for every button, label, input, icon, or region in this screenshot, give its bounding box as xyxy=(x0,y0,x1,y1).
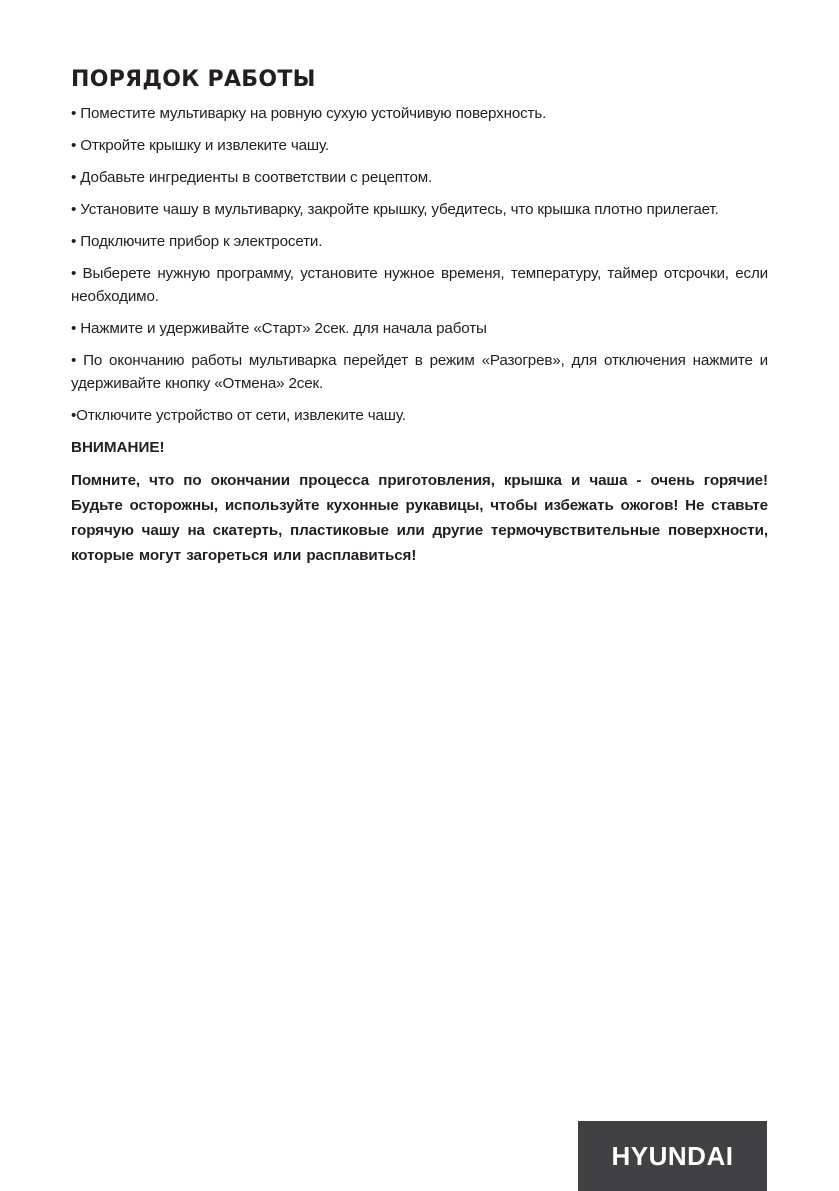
step-item: • Подключите прибор к электросети. xyxy=(71,233,323,250)
step-item: • Откройте крышку и извлеките чашу. xyxy=(71,137,329,154)
document-page xyxy=(71,66,768,568)
step-item: • Установите чашу в мультиварку, закройте крышку, убедитесь, что крышка плотно прилегает. xyxy=(71,201,719,218)
section-heading: ПОРЯДОК РАБОТЫ xyxy=(71,67,316,92)
warning-title: ВНИМАНИЕ! xyxy=(71,439,165,456)
operation-steps-list xyxy=(71,102,768,427)
step-item: • Поместите мультиварку на ровную сухую устойчивую поверхность. xyxy=(71,105,547,122)
brand-logo-text: HYUNDAI xyxy=(611,1140,734,1171)
step-item: • Добавьте ингредиенты в соответствии с рецептом. xyxy=(71,169,433,186)
step-item: • Выберете нужную программу, установите нужное временя, температуру, таймер отсрочки, если необходимо. xyxy=(71,265,768,305)
step-item: • По окончанию работы мультиварка перейдет в режим «Разогрев», для отключения нажмите и удерживайте кнопку «Отмена» 2сек. xyxy=(71,352,768,392)
step-item: • Нажмите и удерживайте «Старт» 2сек. для начала работы xyxy=(71,320,487,337)
warning-text: Помните, что по окончании процесса приготовления, крышка и чаша - очень горячие! Будьте осторожны, используйте кухонные рукавицы, чтобы избежать ожогов! Не ставьте горячую чашу на скатерть, пластиковые или другие термочувствительные поверхности, которые могут загореться или расплавиться! xyxy=(71,472,768,564)
step-item: •Отключите устройство от сети, извлеките чашу. xyxy=(71,407,406,424)
brand-logo xyxy=(578,1121,767,1191)
